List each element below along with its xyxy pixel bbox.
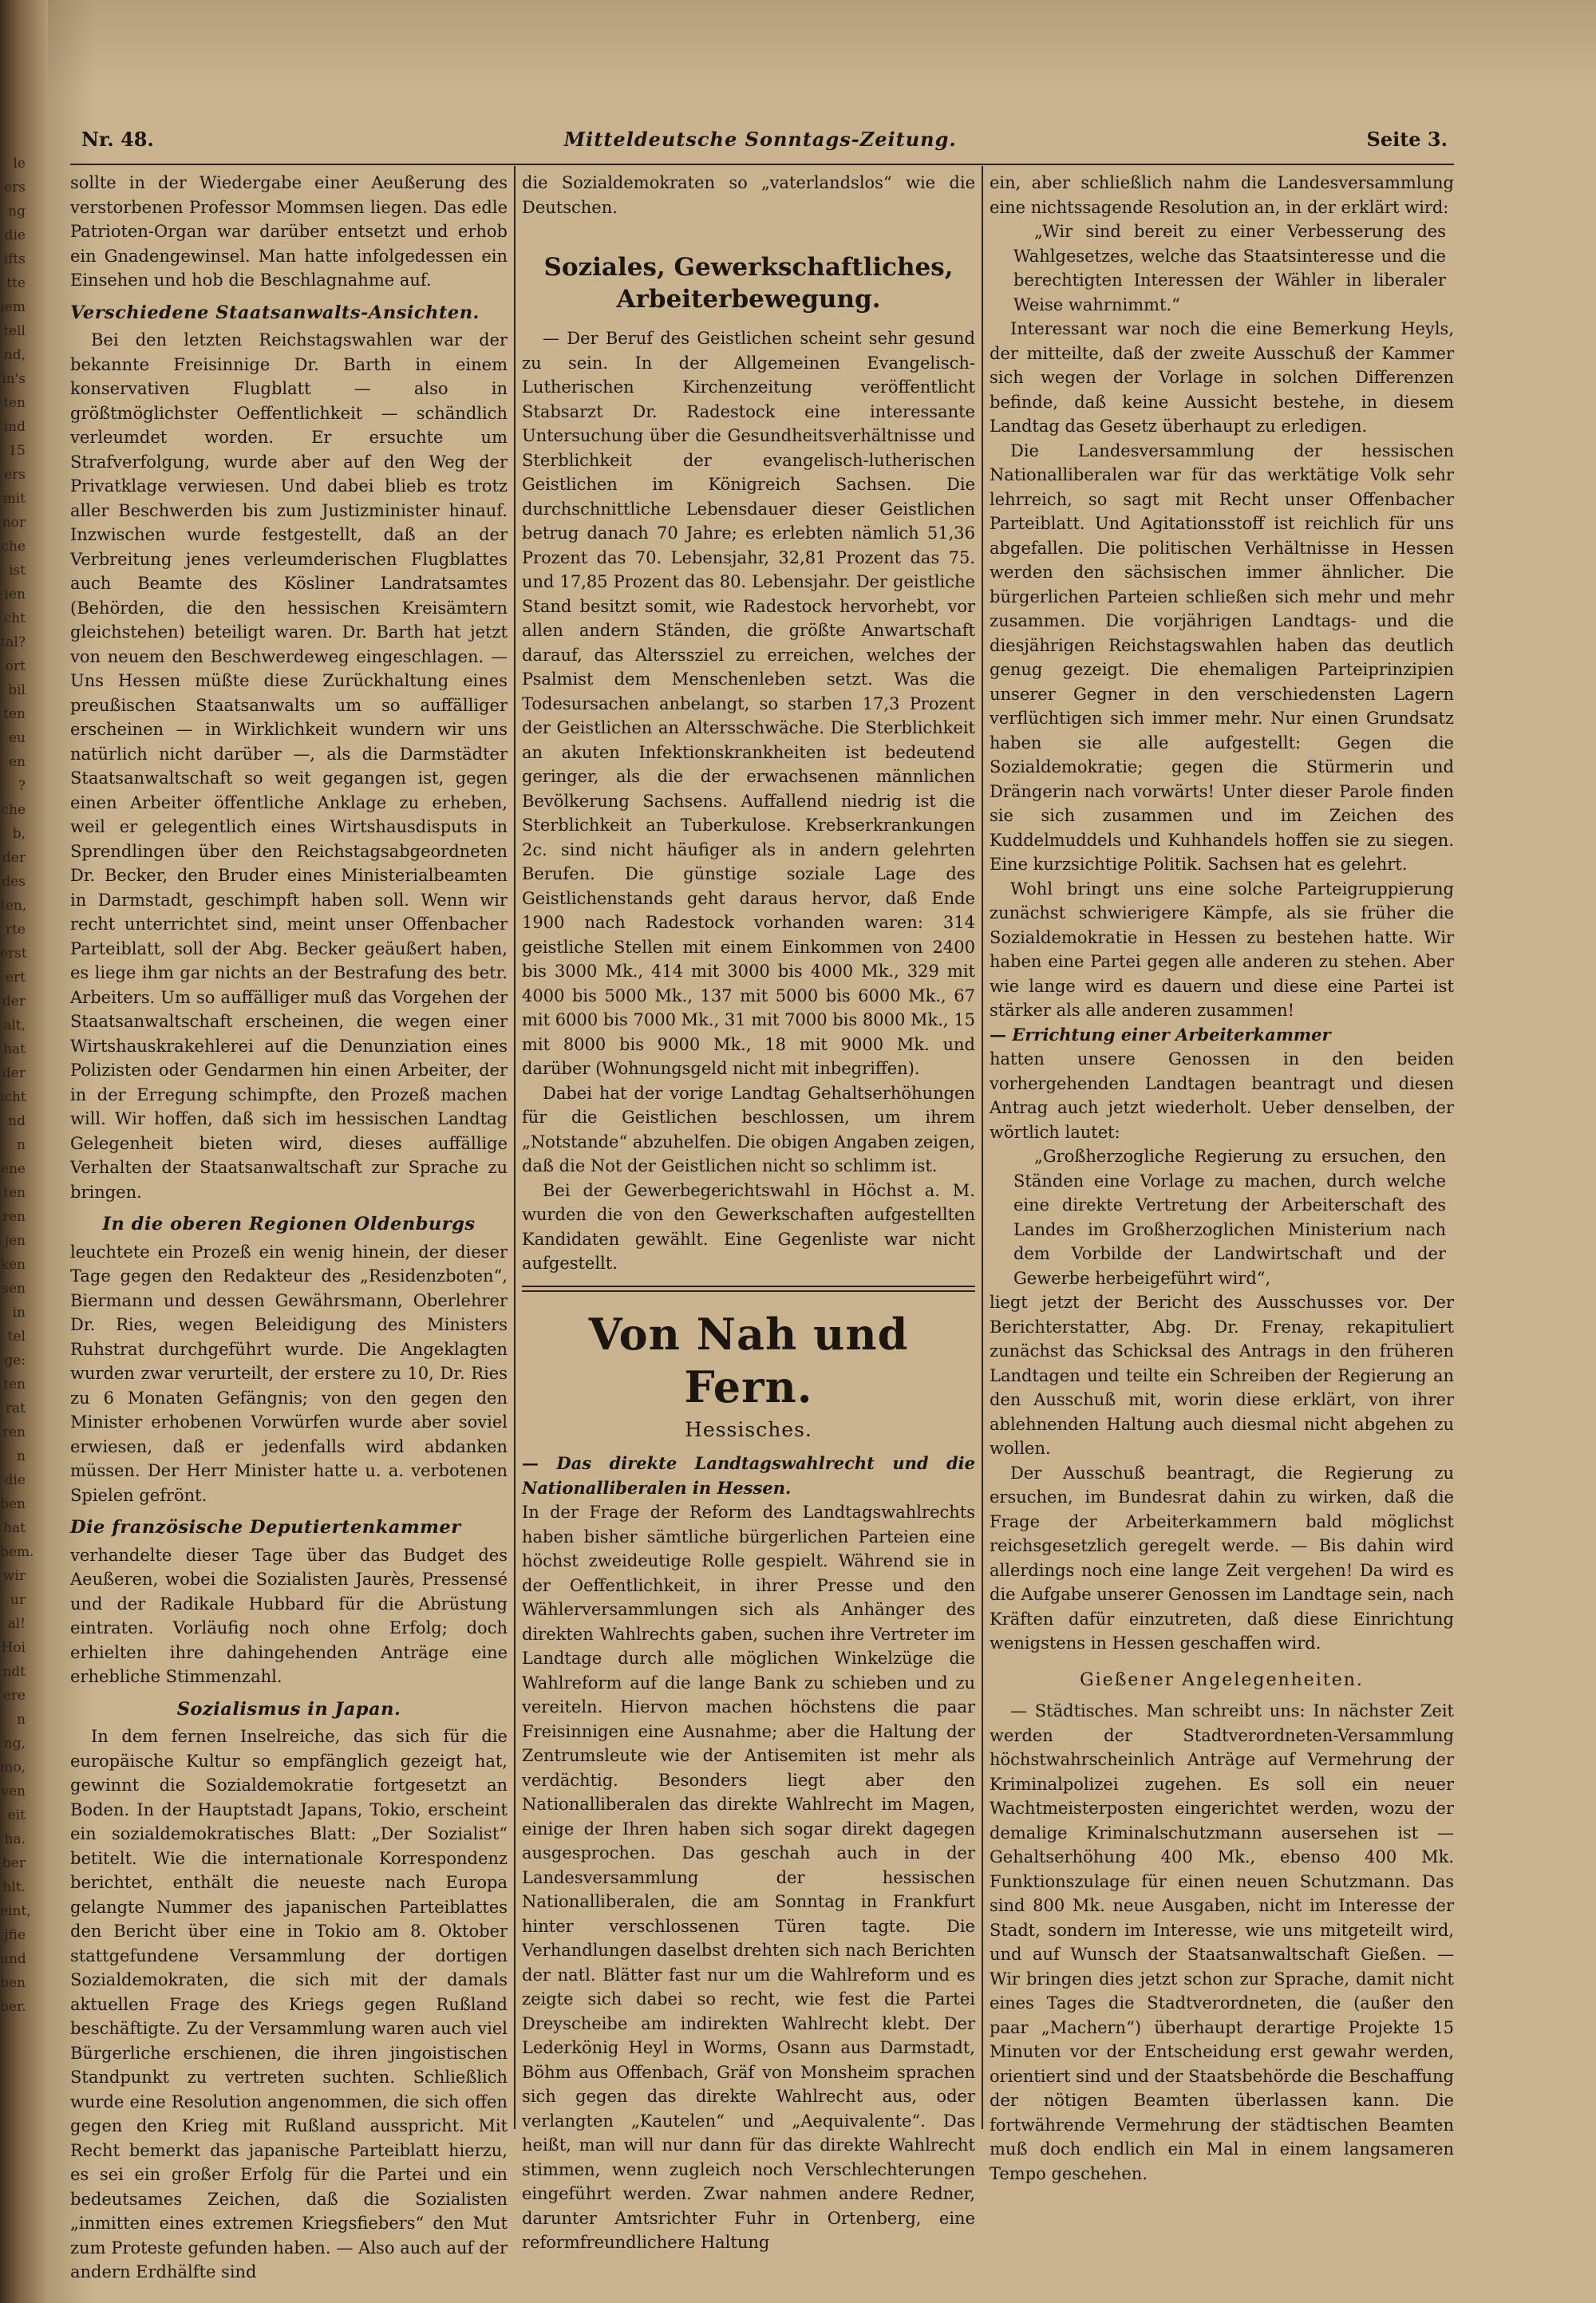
- article-text: ein, aber schließlich nahm die Landesversammlung eine nichtssagende Resolution an, in der erklärt wird:: [990, 173, 1454, 217]
- column-rule-1: [514, 166, 516, 2129]
- article-text: hatten unsere Genossen in den beiden vorhergehenden Landtagen beantragt und diesen Antrag auch jetzt wiederholt. Ueber denselben, der wörtlich lautet:: [990, 1049, 1454, 1142]
- article-heading: Die französische Deputiertenkammer: [70, 1517, 461, 1538]
- article-text: — Städtisches. Man schreibt uns: In nächster Zeit werden der Stadtverordneten-Versammlung höchstwahrscheinlich Anträge auf Vermehrung der Kriminalpolizei zugehen. Es soll ein neuer Wachtmeisterposten eingerichtet werden, wozu der demalige Kriminalschutzmann ausersehen ist — Gehaltserhöhung 400 Mk., ebenso 400 Mk. Funktionszulage für einen neuen Schutzmann. Das sind 800 Mk. neue Ausgaben, nicht im Interesse der Stadt, sondern im Interesse, wie uns mitgeteilt wird, und auf Wunsch der Staatsanwaltschaft Gießen. — Wir bringen dies jetzt schon zur Sprache, damit nicht eines Tages die Stadtverordneten, die (außer den paar „Machern“) überhaupt derartige Projekte 15 Minuten vor der Entscheidung erst gewahr werden, orientiert sind und der Staatsbehörde die Beschaffung der nötigen Beamten überlassen kann. Die fortwährende Vermehrung der städtischen Beamten muß doch endlich ein Mal in einem langsameren Tempo geschehen.: [990, 1701, 1454, 2183]
- page-number: Seite 3.: [1366, 128, 1448, 151]
- article-text: leuchtete ein Prozeß ein wenig hinein, der dieser Tage gegen den Redakteur des „Residenzboten“, Biermann und dessen Gewährsmann, Oberlehrer Dr. Ries, wegen Beleidigung des Ministers Ruhstrat durchgeführt wurde. Die Angeklagten wurden zwar verurteilt, der erstere zu 10, Dr. Ries zu 6 Monaten Gefängnis; von den gegen den Minister erhobenen Vorwürfen wurde aber soviel erwiesen, daß er jedenfalls wird abdanken müssen. Der Herr Minister hatte u. a. verbotenen Spielen gefrönt.: [70, 1242, 508, 1505]
- newspaper-page: [48, 0, 1596, 2303]
- article-text: die Sozialdemokraten so „vaterlandslos“ wie die Deutschen.: [522, 173, 975, 217]
- article-heading: In die oberen Regionen Oldenburgs: [102, 1214, 476, 1234]
- section-title-large: Von Nah und Fern.: [588, 1308, 909, 1412]
- column-2: [522, 171, 975, 2252]
- column-rule-2: [982, 166, 983, 2129]
- quoted-resolution: „Wir sind bereit zu einer Verbesserung des Wahlgesetzes, welche das Staatsinteresse und die berechtigten Interessen der Wähler in liberaler Weise wahrnimmt.“: [1013, 222, 1446, 314]
- article-text: Interessant war noch die eine Bemerkung Heyls, der mitteilte, daß der zweite Ausschuß der Kammer sich wegen der Vorlage in solchen Differenzen befinde, daß keine Aussicht bestehe, in diesem Landtag das Gesetz überhaupt zu erledigen.: [990, 319, 1454, 436]
- lead-heading-line: [522, 1452, 975, 1500]
- lead-heading: — Errichtung einer Arbeiterkammer: [990, 1024, 1331, 1045]
- article-heading: Sozialismus in Japan.: [176, 1698, 401, 1720]
- paper-name: Mitteldeutsche Sonntags-Zeitung.: [563, 128, 957, 151]
- column-3: [990, 171, 1454, 2183]
- header-rule: [70, 164, 1454, 165]
- article-text: In dem fernen Inselreiche, das sich für die europäische Kultur so empfänglich gezeigt hat, gewinnt die Sozialdemokratie fortgesetzt an Boden. In der Hauptstadt Japans, Tokio, erscheint ein sozialdemokratisches Blatt: „Der Sozialist“ betitelt. Wie die internationale Korrespondenz berichtet, enthält die neueste nach Europa gelangte Nummer des japanischen Parteiblattes den Bericht über eine in Tokio am 8. Oktober stattgefundene Versammlung der dortigen Sozialdemokraten, die sich mit der damals aktuellen Frage des Kriegs gegen Rußland beschäftigte. Zu der Versammlung waren auch viel Bürgerliche erschienen, die ihren jingoistischen Standpunkt zu vertreten suchten. Schließlich wurde eine Resolution angenommen, die sich offen gegen den Krieg mit Rußland ausspricht. Mit Recht bemerkt das japanische Parteiblatt hierzu, es sei ein großer Erfolg für die Partei und ein bedeutsames Zeichen, daß die Sozialisten „inmitten eines extremen Kriegsfiebers“ den Mut zum Proteste gefunden haben. — Also auch auf der andern Erdhälfte sind: [70, 1727, 508, 2281]
- article-text: In der Frage der Reform des Landtagswahlrechts haben bisher sämtliche bürgerlichen Parteien eine höchst zweideutige Rolle gespielt. Während sie in der Oeffentlichkeit, in ihrer Presse und den Wählerversammlungen sich als Anhänger des direkten Wahlrechts gaben, suchen ihre Vertreter im Landtage durch alle möglichen Winkelzüge die Wahlreform auf die lange Bank zu schieben und zu vereiteln. Hiervon machen höchstens die paar Freisinnigen eine Ausnahme; aber die Haltung der Zentrumsleute wie der Antisemiten ist mehr als verdächtig. Besonders liegt aber den Nationalliberalen das direkte Wahlrecht im Magen, einige der Ihren haben sich sogar direkt dagegen ausgesprochen. Das geschah auch in der Landesversammlung der hessischen Nationalliberalen, die am Sonntag in Frankfurt hinter verschlossenen Türen tagte. Die Verhandlungen daselbst drehten sich nach Berichten der natl. Blätter fast nur um die Wahlreform und es zeigte sich dabei so recht, wie fest die Partei Dreyscheibe am indirekten Wahlrecht klebt. Der Lederkönig Heyl in Worms, Osann aus Darmstadt, Böhm aus Offenbach, Gräf von Monsheim sprachen sich gegen das direkte Wahlrecht aus, oder verlangten „Kautelen“ und „Aequivalente“. Das heißt, man will nur dann für das direkte Wahlrecht stimmen, wenn zugleich noch Verschlechterungen eingeführt werden. Zwar nahmen andere Redner, darunter Amtsrichter Fuhr in Ortenberg, eine reformfreundlichere Haltung: [522, 1503, 975, 2252]
- page-header: [81, 128, 1448, 160]
- article-text: Der Ausschuß beantragt, die Regierung zu ersuchen, im Bundesrat dahin zu wirken, daß die Frage der Arbeiterkammern bald möglichst reichsgesetzlich geregelt werde. — Bis dahin wird allerdings noch eine lange Zeit vergehen! Da wird es die Aufgabe unserer Genossen im Landtage sein, nach Kräften dafür einzutreten, daß diese Einrichtung wenigstens in Hessen geschaffen wird.: [990, 1463, 1454, 1653]
- article-text: Bei den letzten Reichstagswahlen war der bekannte Freisinnige Dr. Barth in einem konservativen Flugblatt — also in größtmöglichster Oeffentlichkeit — schändlich verleumdet worden. Er ersuchte um Strafverfolgung, wurde aber auf den Weg der Privatklage verwiesen. Und dabei blieb es trotz aller Beschwerden bis zum Justizminister hinauf. Inzwischen wurde festgestellt, daß an der Verbreitung jenes verleumderischen Flugblattes auch Beamte des Kösliner Landratsamtes (Behörden, die den hessischen Kreisämtern gleichstehen) beteiligt waren. Dr. Barth hat jetzt von neuem den Beschwerdeweg eingeschlagen. — Uns Hessen müßte diese Zurückhaltung eines preußischen Staatsanwalts um so auffälliger erscheinen — in Wirklichkeit wundern wir uns natürlich nicht darüber —, als die Darmstädter Staatsanwaltschaft so weit gegangen ist, gegen einen Arbeiter öffentliche Anklage zu erheben, weil er gelegentlich eines Wirtshausdisputs in Sprendlingen über den Reichstagsabgeordneten Dr. Becker, den Bruder eines Ministerialbeamten in Darmstadt, geschimpft haben soll. Wenn wir recht unterrichtet sind, meint unser Offenbacher Parteiblatt, soll der Abg. Becker geäußert haben, es liege ihm gar nichts an der Bestrafung des betr. Arbeiters. Um so auffälliger muß das Vorgehen der Staatsanwaltschaft erscheinen, die wegen einer Wirtshauskrakehlerei auf die Denunziation eines Polizisten oder Gendarmen hin einen Arbeiter, der in der Erregung schimpfte, den Prozeß machen will. Wir hoffen, daß sich im hessischen Landtag Gelegenheit bieten wird, dieses auffällige Verhalten der Staatsanwaltschaft zur Sprache zu bringen.: [70, 330, 508, 1202]
- region-heading: Hessisches.: [685, 1417, 812, 1441]
- quoted-motion: „Großherzogliche Regierung zu ersuchen, den Ständen eine Vorlage zu machen, durch welche eine direkte Vertretung der Arbeiterschaft des Landes im Großherzoglichen Ministerium nach dem Vorbilde der Landwirtschaft und der Gewerbe herbeigeführt wird“,: [1013, 1147, 1446, 1288]
- article-text: — Der Beruf des Geistlichen scheint sehr gesund zu sein. In der Allgemeinen Evangelisch-Lutherischen Kirchenzeitung veröffentlicht Stabsarzt Dr. Radestock eine interessante Untersuchung über die Gesundheitsverhältnisse und Sterblichkeit der evangelisch-lutherischen Geistlichen im Königreich Sachsen. Die durchschnittliche Lebensdauer dieser Geistlichen betrug danach 70 Jahre; es erlebten nämlich 51,36 Prozent das 70. Lebensjahr, 32,81 Prozent das 75. und 17,85 Prozent das 80. Lebensjahr. Der geistliche Stand besitzt somit, wie Radestock hervorhebt, vor allen andern Ständen, die größte Anwartschaft darauf, das Alterssziel zu erreichen, welches der Psalmist dem Menschenleben setzt. Was die Todesursachen anbelangt, so starben 17,3 Prozent der Geistlichen an Altersschwäche. Die Sterblichkeit an akuten Infektionskrankheiten ist bedeutend geringer, als die der erwachsenen männlichen Bevölkerung Sachsens. Auffallend niedrig ist die Sterblichkeit an Tuberkulose. Krebserkrankungen 2c. sind nicht häufiger als in andern gelehrten Berufen. Die günstige soziale Lage des Geistlichenstands geht daraus hervor, daß Ende 1900 nach Radestock vorhanden waren: 314 geistliche Stellen mit einem Einkommen von 2400 bis 3000 Mk., 414 mit 3000 bis 4000 Mk., 329 mit 4000 bis 5000 Mk., 137 mit 5000 bis 6000 Mk., 67 mit 6000 bis 7000 Mk., 31 mit 7000 bis 8000 Mk., 15 mit 8000 bis 9000 Mk., 18 mit 9000 Mk. und darüber (Wohnungsgeld nicht mit inbegriffen).: [522, 329, 975, 1078]
- article-text: sollte in der Wiedergabe einer Aeußerung des verstorbenen Professor Mommsen liegen. Das edle Patrioten-Organ war darüber entsetzt und erhob ein Gnadengewinsel. Man hatte infolgedessen ein Einsehen und hob die Beschlagnahme auf.: [70, 173, 508, 290]
- section-divider: [522, 1286, 975, 1292]
- column-1: [70, 171, 508, 2281]
- article-text: Wohl bringt uns eine solche Parteigruppierung zunächst schwierigere Kämpfe, als sie früher die Sozialdemokratie in Hessen zu bestehen hatte. Wir haben eine Partei gegen alle anderen zu stehen. Aber wie lange wird es dauern und diese eine Partei ist stärker als alle anderen zusammen!: [990, 879, 1454, 1020]
- article-text: Die Landesversammlung der hessischen Nationalliberalen war für das werktätige Volk sehr lehrreich, so sagt mit Recht unser Offenbacher Parteiblatt. Und Agitationsstoff ist reichlich für uns abgefallen. Die politischen Verhältnisse in Hessen werden den sächsischen immer ähnlicher. Die bürgerlichen Parteien schließen sich mehr und mehr zusammen. Die vorjährigen Landtags- und die diesjährigen Reichstagswahlen haben das deutlich genug gezeigt. Die ehemaligen Parteiprinzipien unserer Gegner in den verschiedensten Lagern verflüchtigen sich immer mehr. Nur einen Grundsatz haben sie alle aufgestellt: Gegen die Sozialdemokratie; gegen die Stürmerin und Drängerin nach vorwärts! Unter dieser Parole finden sie sich zusammen und im Zeichen des Kuddelmuddels und Kuhhandels hoffen sie zu siegen. Eine kurzsichtige Politik. Sachsen hat es gelehrt.: [990, 440, 1454, 874]
- article-text: liegt jetzt der Bericht des Ausschusses vor. Der Berichterstatter, Abg. Dr. Frenay, rekapituliert zunächst das Schicksal des Antrags in den früheren Landtagen und teilte ein Schreiben der Regierung an den Ausschuß mit, worin diese erklärt, von ihrer ablehnenden Haltung auch diesmal nicht abgehen zu wollen.: [990, 1293, 1454, 1458]
- article-heading: Verschiedene Staatsanwalts-Ansichten.: [70, 302, 480, 323]
- section-title: Soziales, Gewerkschaftliches, Arbeiterbewegung.: [543, 253, 954, 314]
- lead-heading-line: [990, 1023, 1454, 1048]
- previous-page-edge-fragments: le ers ng die ifts tte iem tell nd, in's ten ind 15 ers mit nor che ist ien cht tal? ort bil ten eu en ? che b, der des ten, rte erst ert der alt, hat der icht nd n ene ten ren jen ken sen in tel ge: ten rat ren n die ben hat bem. wir ur al! Hoi ndt ere n ng, mo, ven eit ha. ber hlt. eint, jfie und ben ber.: [0, 156, 34, 2015]
- article-text: verhandelte dieser Tage über das Budget des Aeußeren, wobei die Sozialisten Jaurès, Pressensé und der Radikale Hubbard für die Abrüstung eintraten. Vorläufig noch ohne Erfolg; doch erhielten ihre dahingehenden Anträge eine erhebliche Stimmenzahl.: [70, 1545, 508, 1686]
- article-text: Bei der Gewerbegerichtswahl in Höchst a. M. wurden die von den Gewerkschaften aufgestellten Kandidaten gewählt. Eine Gegenliste war nicht aufgestellt.: [522, 1180, 975, 1273]
- article-text: Dabei hat der vorige Landtag Gehaltserhöhungen für die Geistlichen beschlossen, um ihrem „Notstande“ abzuhelfen. Die obigen Angaben zeigen, daß die Not der Geistlichen nicht so schlimm ist.: [522, 1083, 975, 1175]
- local-heading: Gießener Angelegenheiten.: [1080, 1669, 1364, 1690]
- issue-number: Nr. 48.: [81, 128, 154, 151]
- lead-heading: — Das direkte Landtagswahlrecht und die Nationalliberalen in Hessen.: [522, 1453, 975, 1498]
